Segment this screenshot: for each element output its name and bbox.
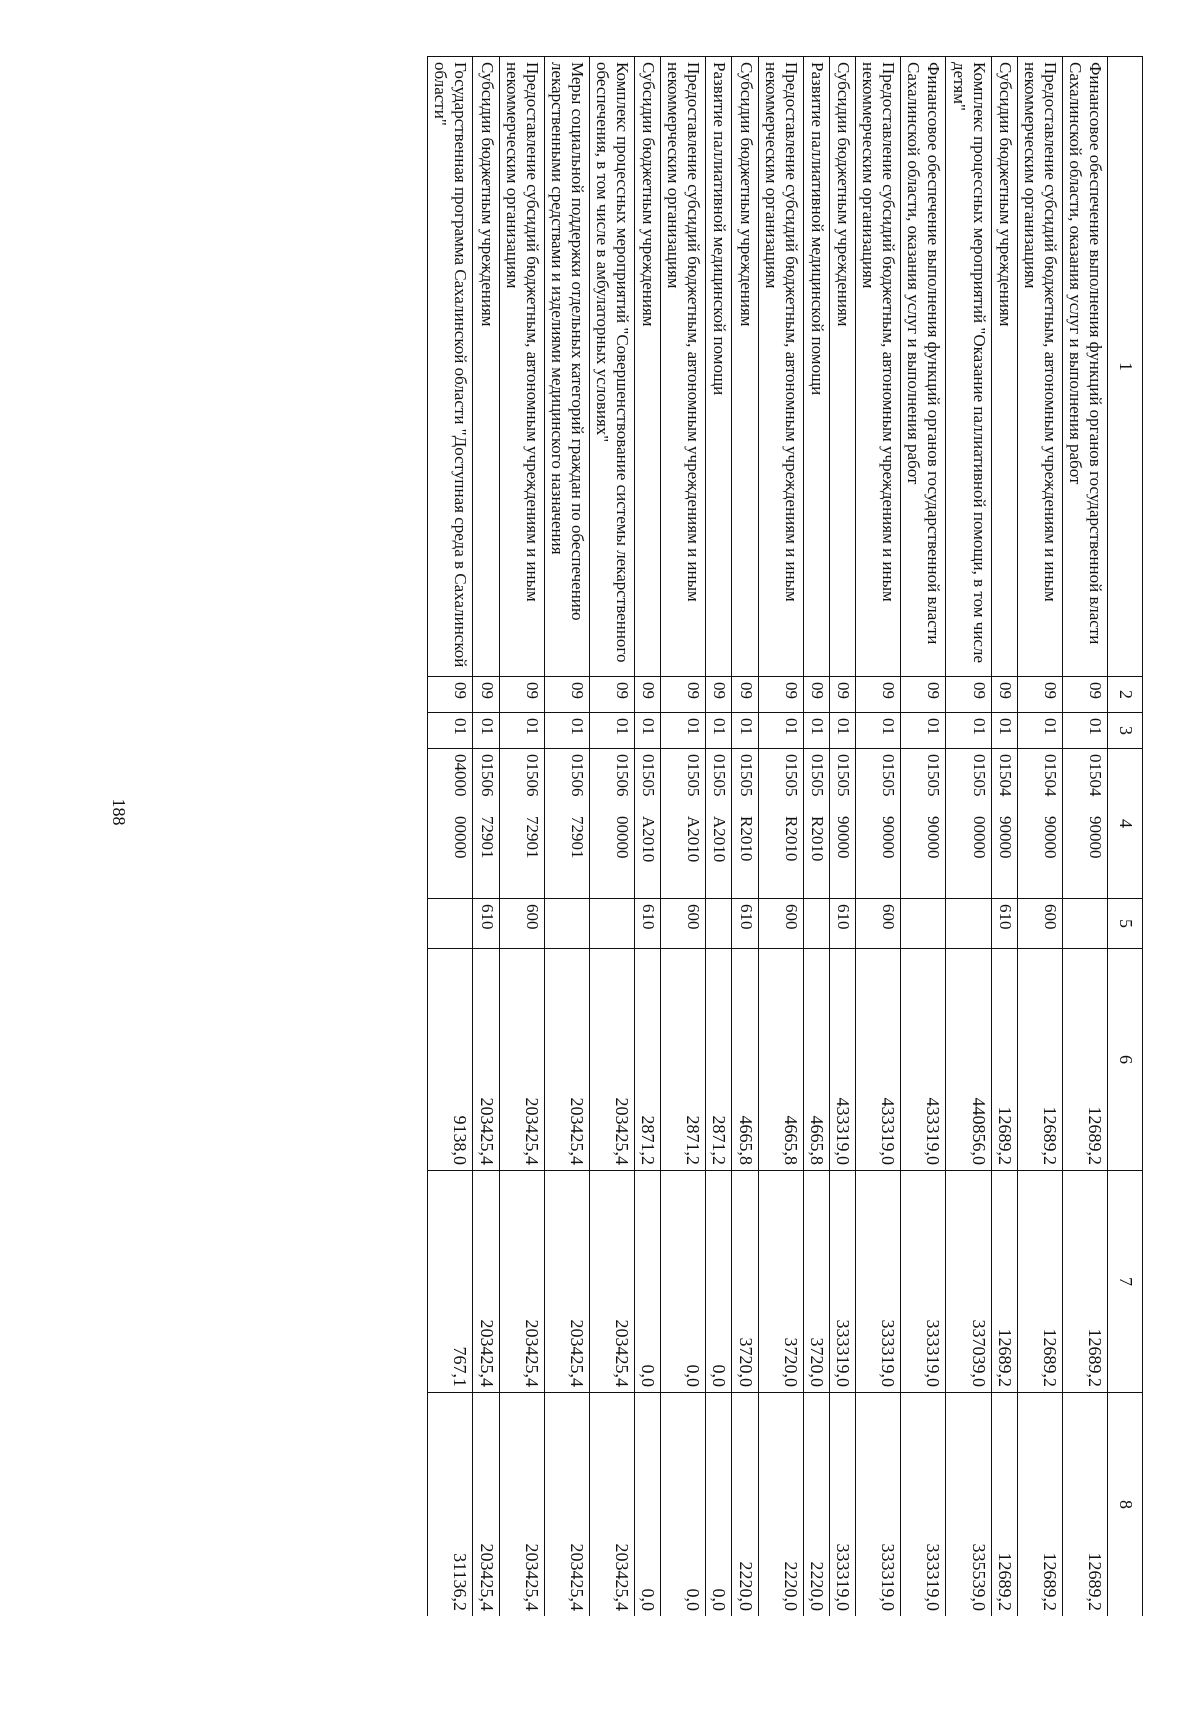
- table-row: [544, 57, 589, 1617]
- target-article-cell: [428, 749, 473, 899]
- amount-year-3-cell: 2220,0: [758, 1393, 803, 1617]
- amount-year-1-cell: 203425,4: [544, 949, 589, 1171]
- section-code-cell: 01: [901, 713, 946, 749]
- expense-type-cell: 610: [991, 899, 1017, 949]
- section-code-cell: 01: [830, 713, 856, 749]
- row-name-cell: Меры социальной поддержки отдельных категорий граждан по обеспечению лекарственными средствами и изделиями медицинского назначения: [544, 57, 589, 677]
- expense-type-cell: 610: [473, 899, 499, 949]
- row-name-cell: Развитие паллиативной медицинской помощи: [803, 57, 829, 677]
- target-program-code: 01505: [781, 754, 801, 797]
- target-item-code: 00000: [969, 816, 989, 859]
- row-name-cell: Субсидии бюджетным учреждениям: [991, 57, 1017, 677]
- target-article-cell: [706, 749, 732, 899]
- target-item-code: 72901: [477, 816, 497, 859]
- amount-year-1-cell: 433319,0: [830, 949, 856, 1171]
- amount-year-1-cell: 2871,2: [634, 949, 660, 1171]
- target-article-cell: [946, 749, 991, 899]
- amount-year-2-cell: 0,0: [706, 1171, 732, 1393]
- amount-year-1-cell: 2871,2: [706, 949, 732, 1171]
- ministry-code-cell: 09: [544, 677, 589, 713]
- column-header-2: 2: [1108, 677, 1143, 713]
- target-program-code: 01505: [639, 754, 659, 797]
- ministry-code-cell: 09: [1062, 677, 1107, 713]
- amount-year-3-cell: 12689,2: [1062, 1393, 1107, 1617]
- target-article-cell: [830, 749, 856, 899]
- amount-year-1-cell: 4665,8: [803, 949, 829, 1171]
- ministry-code-cell: 09: [706, 677, 732, 713]
- target-item-code: 90000: [924, 816, 944, 859]
- expense-type-cell: [946, 899, 991, 949]
- rotated-table-frame: [143, 56, 1143, 1616]
- table-row: [830, 57, 856, 1617]
- amount-year-2-cell: 203425,4: [473, 1171, 499, 1393]
- target-item-code: 72901: [522, 816, 542, 859]
- target-program-code: 01504: [995, 754, 1015, 797]
- section-code-cell: 01: [428, 713, 473, 749]
- expense-type-cell: 600: [1017, 899, 1062, 949]
- expense-type-cell: [706, 899, 732, 949]
- amount-year-3-cell: 203425,4: [589, 1393, 634, 1617]
- table-row: [732, 57, 758, 1617]
- amount-year-2-cell: 767,1: [428, 1171, 473, 1393]
- target-item-code: 00000: [451, 816, 471, 859]
- section-code-cell: 01: [1062, 713, 1107, 749]
- ministry-code-cell: 09: [946, 677, 991, 713]
- amount-year-2-cell: 12689,2: [991, 1171, 1017, 1393]
- row-name-cell: Субсидии бюджетным учреждениям: [634, 57, 660, 677]
- expense-type-cell: [901, 899, 946, 949]
- table-row: [1017, 57, 1062, 1617]
- target-program-code: 04000: [451, 754, 471, 797]
- table-row: [499, 57, 544, 1617]
- rotated-table-content: [143, 56, 1143, 1616]
- amount-year-1-cell: 433319,0: [856, 949, 901, 1171]
- row-name-cell: Государственная программа Сахалинской области "Доступная среда в Сахалинской области": [428, 57, 473, 677]
- target-article-cell: [661, 749, 706, 899]
- section-code-cell: 01: [473, 713, 499, 749]
- amount-year-3-cell: 203425,4: [473, 1393, 499, 1617]
- target-item-code: A2010: [684, 816, 704, 863]
- table-row: [428, 57, 473, 1617]
- ministry-code-cell: 09: [901, 677, 946, 713]
- amount-year-3-cell: 0,0: [661, 1393, 706, 1617]
- target-program-code: 01506: [567, 754, 587, 797]
- target-item-code: R2010: [781, 816, 801, 862]
- amount-year-2-cell: 12689,2: [1017, 1171, 1062, 1393]
- row-name-cell: Комплекс процессных мероприятий "Оказание паллиативной помощи, в том числе детям": [946, 57, 991, 677]
- row-name-cell: Предоставление субсидий бюджетным, автономным учреждениям и иным некоммерческим организациям: [758, 57, 803, 677]
- section-code-cell: 01: [589, 713, 634, 749]
- amount-year-3-cell: 333319,0: [856, 1393, 901, 1617]
- ministry-code-cell: 09: [803, 677, 829, 713]
- expense-type-cell: 610: [830, 899, 856, 949]
- amount-year-1-cell: 203425,4: [473, 949, 499, 1171]
- section-code-cell: 01: [946, 713, 991, 749]
- expense-type-cell: [803, 899, 829, 949]
- ministry-code-cell: 09: [758, 677, 803, 713]
- amount-year-3-cell: 12689,2: [1017, 1393, 1062, 1617]
- amount-year-3-cell: 335539,0: [946, 1393, 991, 1617]
- amount-year-3-cell: 31136,2: [428, 1393, 473, 1617]
- ministry-code-cell: 09: [499, 677, 544, 713]
- amount-year-3-cell: 0,0: [634, 1393, 660, 1617]
- ministry-code-cell: 09: [856, 677, 901, 713]
- amount-year-1-cell: 4665,8: [758, 949, 803, 1171]
- table-row: [946, 57, 991, 1617]
- table-row: [473, 57, 499, 1617]
- target-program-code: 01505: [684, 754, 704, 797]
- target-program-code: 01505: [710, 754, 730, 797]
- expense-type-cell: [544, 899, 589, 949]
- section-code-cell: 01: [856, 713, 901, 749]
- table-row: [991, 57, 1017, 1617]
- target-program-code: 01506: [612, 754, 632, 797]
- table-header: [1108, 57, 1143, 1617]
- amount-year-2-cell: 333319,0: [830, 1171, 856, 1393]
- amount-year-2-cell: 12689,2: [1062, 1171, 1107, 1393]
- row-name-cell: Финансовое обеспечение выполнения функций органов государственной власти Сахалинской области, оказания услуг и выполнения работ: [901, 57, 946, 677]
- target-program-code: 01506: [522, 754, 542, 797]
- target-item-code: 72901: [567, 816, 587, 859]
- target-item-code: 90000: [1086, 816, 1105, 859]
- amount-year-1-cell: 203425,4: [589, 949, 634, 1171]
- table-row: [758, 57, 803, 1617]
- column-header-7: 7: [1108, 1171, 1143, 1393]
- target-article-cell: [473, 749, 499, 899]
- table-row: [901, 57, 946, 1617]
- column-header-5: 5: [1108, 899, 1143, 949]
- amount-year-1-cell: 12689,2: [991, 949, 1017, 1171]
- table-row: [803, 57, 829, 1617]
- amount-year-2-cell: 333319,0: [856, 1171, 901, 1393]
- ministry-code-cell: 09: [473, 677, 499, 713]
- section-code-cell: 01: [758, 713, 803, 749]
- expense-type-cell: 600: [856, 899, 901, 949]
- ministry-code-cell: 09: [634, 677, 660, 713]
- table-row: [1062, 57, 1107, 1617]
- section-code-cell: 01: [499, 713, 544, 749]
- expense-type-cell: [1062, 899, 1107, 949]
- ministry-code-cell: 09: [428, 677, 473, 713]
- amount-year-3-cell: 203425,4: [544, 1393, 589, 1617]
- section-code-cell: 01: [634, 713, 660, 749]
- column-header-4: 4: [1108, 749, 1143, 899]
- section-code-cell: 01: [544, 713, 589, 749]
- row-name-cell: Предоставление субсидий бюджетным, автономным учреждениям и иным некоммерческим организациям: [1017, 57, 1062, 677]
- amount-year-2-cell: 203425,4: [589, 1171, 634, 1393]
- target-article-cell: [803, 749, 829, 899]
- table-row: [856, 57, 901, 1617]
- ministry-code-cell: 09: [661, 677, 706, 713]
- target-item-code: A2010: [710, 816, 730, 863]
- target-program-code: 01504: [1040, 754, 1060, 797]
- amount-year-2-cell: 3720,0: [758, 1171, 803, 1393]
- row-name-cell: Предоставление субсидий бюджетным, автономным учреждениям и иным некоммерческим организациям: [856, 57, 901, 677]
- amount-year-3-cell: 333319,0: [830, 1393, 856, 1617]
- expense-type-cell: [428, 899, 473, 949]
- row-name-cell: Развитие паллиативной медицинской помощи: [706, 57, 732, 677]
- amount-year-2-cell: 0,0: [634, 1171, 660, 1393]
- amount-year-1-cell: 12689,2: [1017, 949, 1062, 1171]
- section-code-cell: 01: [1017, 713, 1062, 749]
- target-article-cell: [1062, 749, 1107, 899]
- target-program-code: 01504: [1086, 754, 1105, 797]
- target-article-cell: [856, 749, 901, 899]
- target-item-code: 90000: [879, 816, 899, 859]
- page-number: 188: [109, 798, 129, 826]
- amount-year-2-cell: 0,0: [661, 1171, 706, 1393]
- expense-type-cell: 610: [634, 899, 660, 949]
- target-item-code: 90000: [834, 816, 854, 859]
- target-program-code: 01506: [477, 754, 497, 797]
- amount-year-3-cell: 2220,0: [803, 1393, 829, 1617]
- target-item-code: R2010: [736, 816, 756, 862]
- section-code-cell: 01: [732, 713, 758, 749]
- row-name-cell: Субсидии бюджетным учреждениям: [830, 57, 856, 677]
- amount-year-3-cell: 2220,0: [732, 1393, 758, 1617]
- ministry-code-cell: 09: [830, 677, 856, 713]
- amount-year-2-cell: 3720,0: [803, 1171, 829, 1393]
- amount-year-3-cell: 12689,2: [991, 1393, 1017, 1617]
- target-item-code: A2010: [639, 816, 659, 863]
- table-row: [661, 57, 706, 1617]
- target-item-code: 90000: [1040, 816, 1060, 859]
- amount-year-1-cell: 433319,0: [901, 949, 946, 1171]
- row-name-cell: Предоставление субсидий бюджетным, автономным учреждениям и иным некоммерческим организациям: [661, 57, 706, 677]
- column-header-3: 3: [1108, 713, 1143, 749]
- ministry-code-cell: 09: [1017, 677, 1062, 713]
- amount-year-2-cell: 333319,0: [901, 1171, 946, 1393]
- row-name-cell: Комплекс процессных мероприятий "Совершенствование системы лекарственного обеспечения, в том числе в амбулаторных условиях": [589, 57, 634, 677]
- target-article-cell: [589, 749, 634, 899]
- section-code-cell: 01: [661, 713, 706, 749]
- target-item-code: 90000: [995, 816, 1015, 859]
- column-header-6: 6: [1108, 949, 1143, 1171]
- target-program-code: 01505: [879, 754, 899, 797]
- amount-year-3-cell: 333319,0: [901, 1393, 946, 1617]
- amount-year-2-cell: 337039,0: [946, 1171, 991, 1393]
- target-article-cell: [991, 749, 1017, 899]
- target-program-code: 01505: [736, 754, 756, 797]
- expense-type-cell: 600: [661, 899, 706, 949]
- expense-type-cell: [589, 899, 634, 949]
- amount-year-3-cell: 0,0: [706, 1393, 732, 1617]
- target-article-cell: [758, 749, 803, 899]
- row-name-cell: Субсидии бюджетным учреждениям: [732, 57, 758, 677]
- row-name-cell: Субсидии бюджетным учреждениям: [473, 57, 499, 677]
- header-row: [1108, 57, 1143, 1617]
- target-article-cell: [634, 749, 660, 899]
- target-item-code: R2010: [808, 816, 828, 862]
- target-article-cell: [732, 749, 758, 899]
- expense-type-cell: 600: [758, 899, 803, 949]
- budget-table: [427, 56, 1143, 1616]
- expense-type-cell: 600: [499, 899, 544, 949]
- amount-year-1-cell: 440856,0: [946, 949, 991, 1171]
- table-body: [428, 57, 1108, 1617]
- ministry-code-cell: 09: [732, 677, 758, 713]
- amount-year-1-cell: 12689,2: [1062, 949, 1107, 1171]
- amount-year-2-cell: 203425,4: [499, 1171, 544, 1393]
- table-row: [634, 57, 660, 1617]
- target-article-cell: [901, 749, 946, 899]
- table-row: [589, 57, 634, 1617]
- target-program-code: 01505: [834, 754, 854, 797]
- section-code-cell: 01: [991, 713, 1017, 749]
- amount-year-2-cell: 203425,4: [544, 1171, 589, 1393]
- target-item-code: 00000: [612, 816, 632, 859]
- table-row: [706, 57, 732, 1617]
- amount-year-1-cell: 203425,4: [499, 949, 544, 1171]
- target-program-code: 01505: [924, 754, 944, 797]
- target-article-cell: [1017, 749, 1062, 899]
- amount-year-1-cell: 9138,0: [428, 949, 473, 1171]
- target-article-cell: [544, 749, 589, 899]
- amount-year-2-cell: 3720,0: [732, 1171, 758, 1393]
- ministry-code-cell: 09: [991, 677, 1017, 713]
- amount-year-3-cell: 203425,4: [499, 1393, 544, 1617]
- section-code-cell: 01: [803, 713, 829, 749]
- section-code-cell: 01: [706, 713, 732, 749]
- target-article-cell: [499, 749, 544, 899]
- target-program-code: 01505: [808, 754, 828, 797]
- row-name-cell: Предоставление субсидий бюджетным, автономным учреждениям и иным некоммерческим организациям: [499, 57, 544, 677]
- row-name-cell: Финансовое обеспечение выполнения функций органов государственной власти Сахалинской области, оказания услуг и выполнения работ: [1062, 57, 1107, 677]
- column-header-1: 1: [1108, 57, 1143, 677]
- target-program-code: 01505: [969, 754, 989, 797]
- amount-year-1-cell: 4665,8: [732, 949, 758, 1171]
- expense-type-cell: 610: [732, 899, 758, 949]
- amount-year-1-cell: 2871,2: [661, 949, 706, 1171]
- ministry-code-cell: 09: [589, 677, 634, 713]
- column-header-8: 8: [1108, 1393, 1143, 1617]
